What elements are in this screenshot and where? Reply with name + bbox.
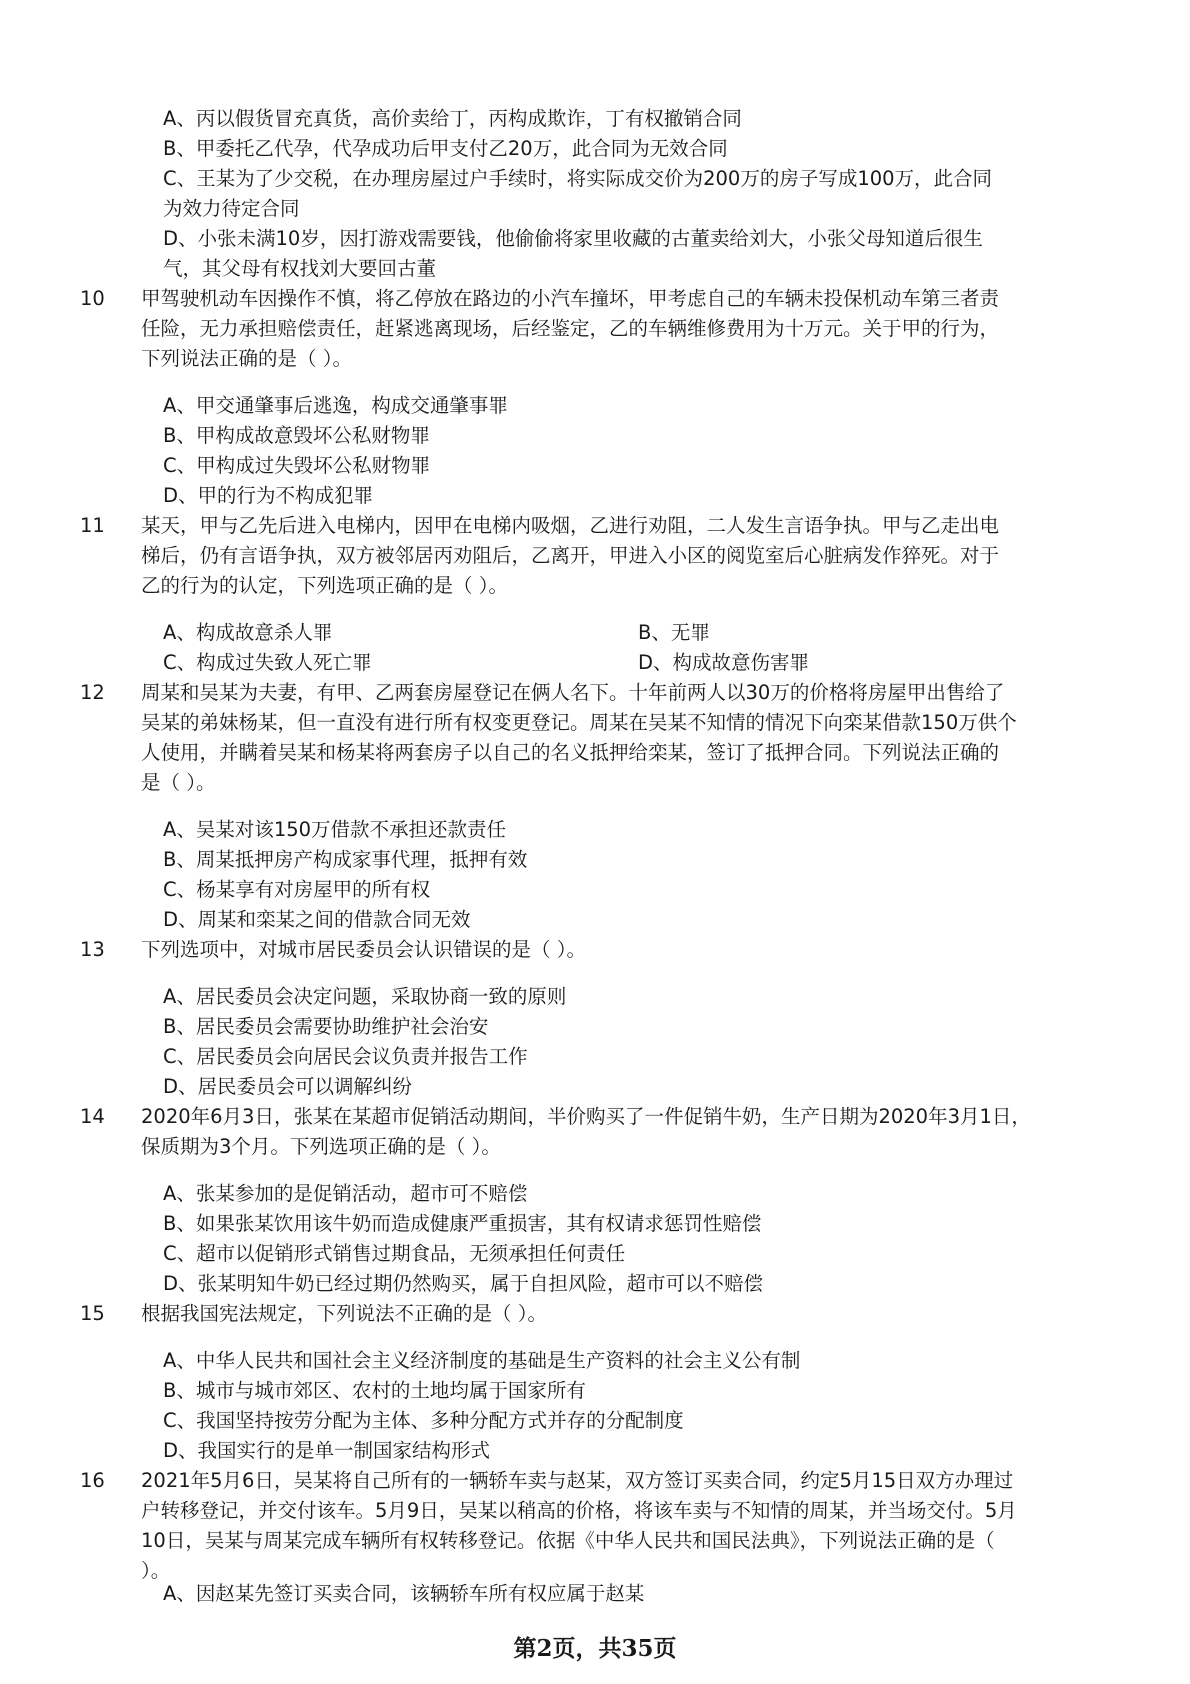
option-d: D、甲的行为不构成犯罪 xyxy=(163,484,374,507)
question-number: 11 xyxy=(80,514,105,537)
question-text: 户转移登记，并交付该车。5月9日，吴某以稍高的价格，将该车卖与不知情的周某，并当场交付。5月 xyxy=(141,1499,1017,1522)
option-d: D、周某和栾某之间的借款合同无效 xyxy=(163,908,471,931)
question-text: 保质期为3个月。下列选项正确的是（ ）。 xyxy=(141,1135,501,1158)
option-a: A、甲交通肇事后逃逸，构成交通肇事罪 xyxy=(163,394,508,417)
question-number: 10 xyxy=(80,287,105,310)
question-text: 2021年5月6日，吴某将自己所有的一辆轿车卖与赵某，双方签订买卖合同，约定5月15日双方办理过 xyxy=(141,1469,1014,1492)
option-d: D、我国实行的是单一制国家结构形式 xyxy=(163,1439,491,1462)
question-text: 梯后，仍有言语争执，双方被邻居丙劝阻后，乙离开，甲进入小区的阅览室后心脏病发作猝死。对于 xyxy=(141,544,1000,567)
question-text: 任险，无力承担赔偿责任，赶紧逃离现场，后经鉴定，乙的车辆维修费用为十万元。关于甲的行为， xyxy=(141,317,1000,340)
option-a: A、吴某对该150万借款不承担还款责任 xyxy=(163,818,507,841)
option-a: A、丙以假货冒充真货，高价卖给丁，丙构成欺诈，丁有权撤销合同 xyxy=(163,107,742,130)
option-c: C、构成过失致人死亡罪 xyxy=(163,651,372,674)
option-b: B、城市与城市郊区、农村的土地均属于国家所有 xyxy=(163,1379,586,1402)
option-b: B、周某抵押房产构成家事代理，抵押有效 xyxy=(163,848,528,871)
option-d: D、张某明知牛奶已经过期仍然购买，属于自担风险，超市可以不赔偿 xyxy=(163,1272,764,1295)
question-number: 15 xyxy=(80,1302,105,1325)
option-d-cont: 气，其父母有权找刘大要回古董 xyxy=(163,257,437,280)
option-b: B、居民委员会需要协助维护社会治安 xyxy=(163,1015,489,1038)
question-text: 吴某的弟妹杨某，但一直没有进行所有权变更登记。周某在吴某不知情的情况下向栾某借款150万供个 xyxy=(141,711,1017,734)
option-c: C、超市以促销形式销售过期食品，无须承担任何责任 xyxy=(163,1242,626,1265)
option-b: B、甲构成故意毁坏公私财物罪 xyxy=(163,424,430,447)
option-b: B、无罪 xyxy=(638,621,710,644)
option-c: C、我国坚持按劳分配为主体、多种分配方式并存的分配制度 xyxy=(163,1409,684,1432)
option-c: C、王某为了少交税，在办理房屋过户手续时，将实际成交价为200万的房子写成100万，此合同 xyxy=(163,167,993,190)
question-number: 12 xyxy=(80,681,105,704)
question-text: 人使用，并瞒着吴某和杨某将两套房子以自己的名义抵押给栾某，签订了抵押合同。下列说法正确的 xyxy=(141,741,1000,764)
question-text: 乙的行为的认定，下列选项正确的是（ ）。 xyxy=(141,574,508,597)
question-text: ）。 xyxy=(141,1559,171,1582)
option-a: A、因赵某先签订买卖合同，该辆轿车所有权应属于赵某 xyxy=(163,1582,645,1605)
option-c: C、甲构成过失毁坏公私财物罪 xyxy=(163,454,431,477)
option-d: D、居民委员会可以调解纠纷 xyxy=(163,1075,413,1098)
question-text: 2020年6月3日，张某在某超市促销活动期间，半价购买了一件促销牛奶，生产日期为2020年3月1日， xyxy=(141,1105,1031,1128)
question-number: 16 xyxy=(80,1469,105,1492)
question-text: 10日，吴某与周某完成车辆所有权转移登记。依据《中华人民共和国民法典》，下列说法正确的是（ xyxy=(141,1529,995,1552)
option-a: A、构成故意杀人罪 xyxy=(163,621,333,644)
option-c-cont: 为效力待定合同 xyxy=(163,197,300,220)
option-d: D、构成故意伤害罪 xyxy=(638,651,810,674)
option-b: B、如果张某饮用该牛奶而造成健康严重损害，其有权请求惩罚性赔偿 xyxy=(163,1212,762,1235)
question-text: 某天，甲与乙先后进入电梯内，因甲在电梯内吸烟，乙进行劝阻，二人发生言语争执。甲与乙走出电 xyxy=(141,514,1000,537)
question-text: 甲驾驶机动车因操作不慎，将乙停放在路边的小汽车撞坏，甲考虑自己的车辆未投保机动车第三者责 xyxy=(141,287,1000,310)
question-text: 下列说法正确的是（ ）。 xyxy=(141,347,352,370)
option-a: A、居民委员会决定问题，采取协商一致的原则 xyxy=(163,985,567,1008)
question-text: 根据我国宪法规定，下列说法不正确的是（ ）。 xyxy=(141,1302,547,1325)
page-footer: 第2页，共35页 xyxy=(513,1635,677,1662)
question-number: 14 xyxy=(80,1105,105,1128)
option-d: D、小张未满10岁，因打游戏需要钱，他偷偷将家里收藏的古董卖给刘大，小张父母知道后很生 xyxy=(163,227,983,250)
option-c: C、居民委员会向居民会议负责并报告工作 xyxy=(163,1045,528,1068)
option-a: A、中华人民共和国社会主义经济制度的基础是生产资料的社会主义公有制 xyxy=(163,1349,801,1372)
question-number: 13 xyxy=(80,938,105,961)
option-a: A、张某参加的是促销活动，超市可不赔偿 xyxy=(163,1182,528,1205)
question-text: 下列选项中，对城市居民委员会认识错误的是（ ）。 xyxy=(141,938,586,961)
option-c: C、杨某享有对房屋甲的所有权 xyxy=(163,878,431,901)
question-text: 周某和吴某为夫妻，有甲、乙两套房屋登记在俩人名下。十年前两人以30万的价格将房屋甲出售给了 xyxy=(141,681,1005,704)
option-b: B、甲委托乙代孕，代孕成功后甲支付乙20万，此合同为无效合同 xyxy=(163,137,728,160)
question-text: 是（ ）。 xyxy=(141,771,216,794)
